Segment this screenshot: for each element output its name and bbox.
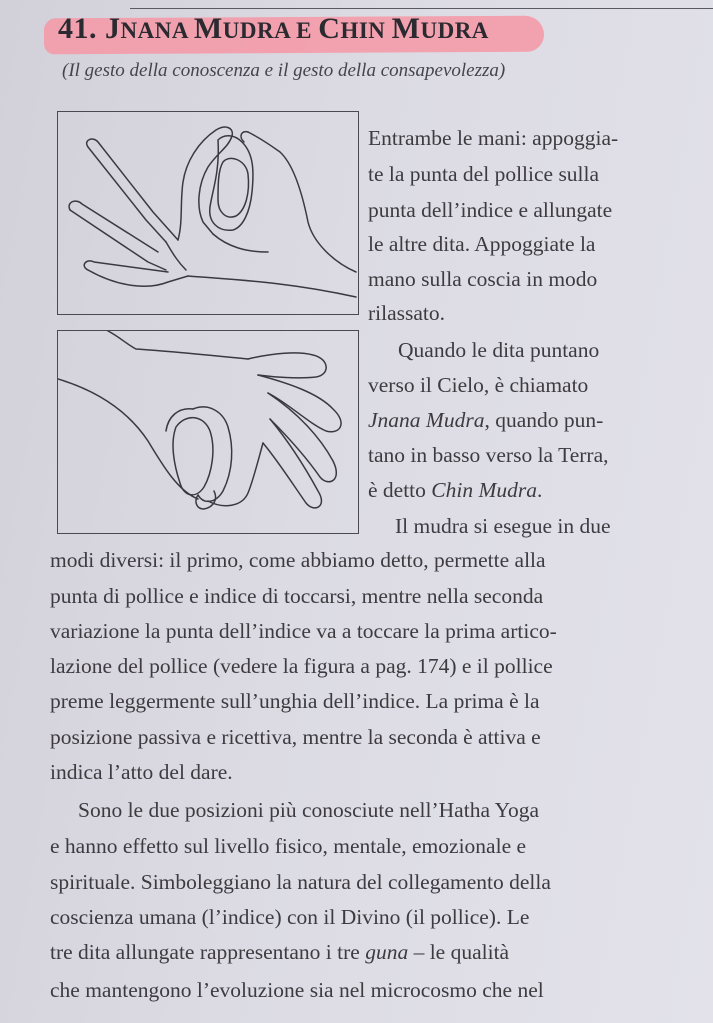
text-line: punta di pollice e indice di toccarsi, mentre nella seconda bbox=[50, 584, 544, 608]
text-line: e hanno effetto sul livello fisico, mentale, emozionale e bbox=[50, 834, 527, 858]
text-line: lazione del pollice (vedere la figura a pag. 174) e il pollice bbox=[50, 654, 553, 678]
text-line: Il mudra si esegue in due bbox=[395, 514, 611, 538]
text-line: indica l’atto del dare. bbox=[50, 760, 233, 784]
text-line: coscienza umana (l’indice) con il Divino (il pollice). Le bbox=[50, 905, 530, 929]
text-line: che mantengono l’evoluzione sia nel microcosmo che nel bbox=[50, 978, 544, 1002]
text-line: modi diversi: il primo, come abbiamo detto, permette alla bbox=[50, 548, 546, 572]
text-line: verso il Cielo, è chiamato bbox=[368, 373, 589, 397]
text-line: tre dita allungate rappresentano i tre guna – le qualità bbox=[50, 940, 510, 964]
text-line: variazione la punta dell’indice va a toccare la prima artico- bbox=[50, 619, 557, 643]
text-line: punta dell’indice e allungate bbox=[368, 198, 613, 222]
text-line: mano sulla coscia in modo bbox=[368, 267, 598, 291]
text-line: preme leggermente sull’unghia dell’indice. La prima è la bbox=[50, 689, 540, 713]
text-line: posizione passiva e ricettiva, mentre la seconda è attiva e bbox=[50, 725, 541, 749]
top-rule bbox=[130, 8, 713, 9]
text-line: spirituale. Simboleggiano la natura del collegamento della bbox=[50, 870, 551, 894]
text-line: Jnana Mudra, quando pun- bbox=[368, 408, 604, 432]
text-line: Sono le due posizioni più conosciute nell’Hatha Yoga bbox=[78, 798, 539, 822]
hand-pointing-down-illustration bbox=[57, 330, 359, 534]
text-line: Entrambe le mani: appoggia- bbox=[368, 126, 619, 150]
text-line: te la punta del pollice sulla bbox=[368, 162, 600, 186]
hand-pointing-up-illustration bbox=[57, 111, 359, 315]
text-line: rilassato. bbox=[368, 301, 446, 325]
text-line: tano in basso verso la Terra, bbox=[368, 443, 609, 467]
page-subtitle: (Il gesto della conoscenza e il gesto della consapevolezza) bbox=[62, 60, 506, 81]
text-line: è detto Chin Mudra. bbox=[368, 478, 543, 502]
text-line: le altre dita. Appoggiate la bbox=[368, 232, 596, 256]
page-title: 41. JNANA MUDRA E CHIN MUDRA bbox=[58, 12, 489, 45]
text-line: Quando le dita puntano bbox=[398, 338, 600, 362]
